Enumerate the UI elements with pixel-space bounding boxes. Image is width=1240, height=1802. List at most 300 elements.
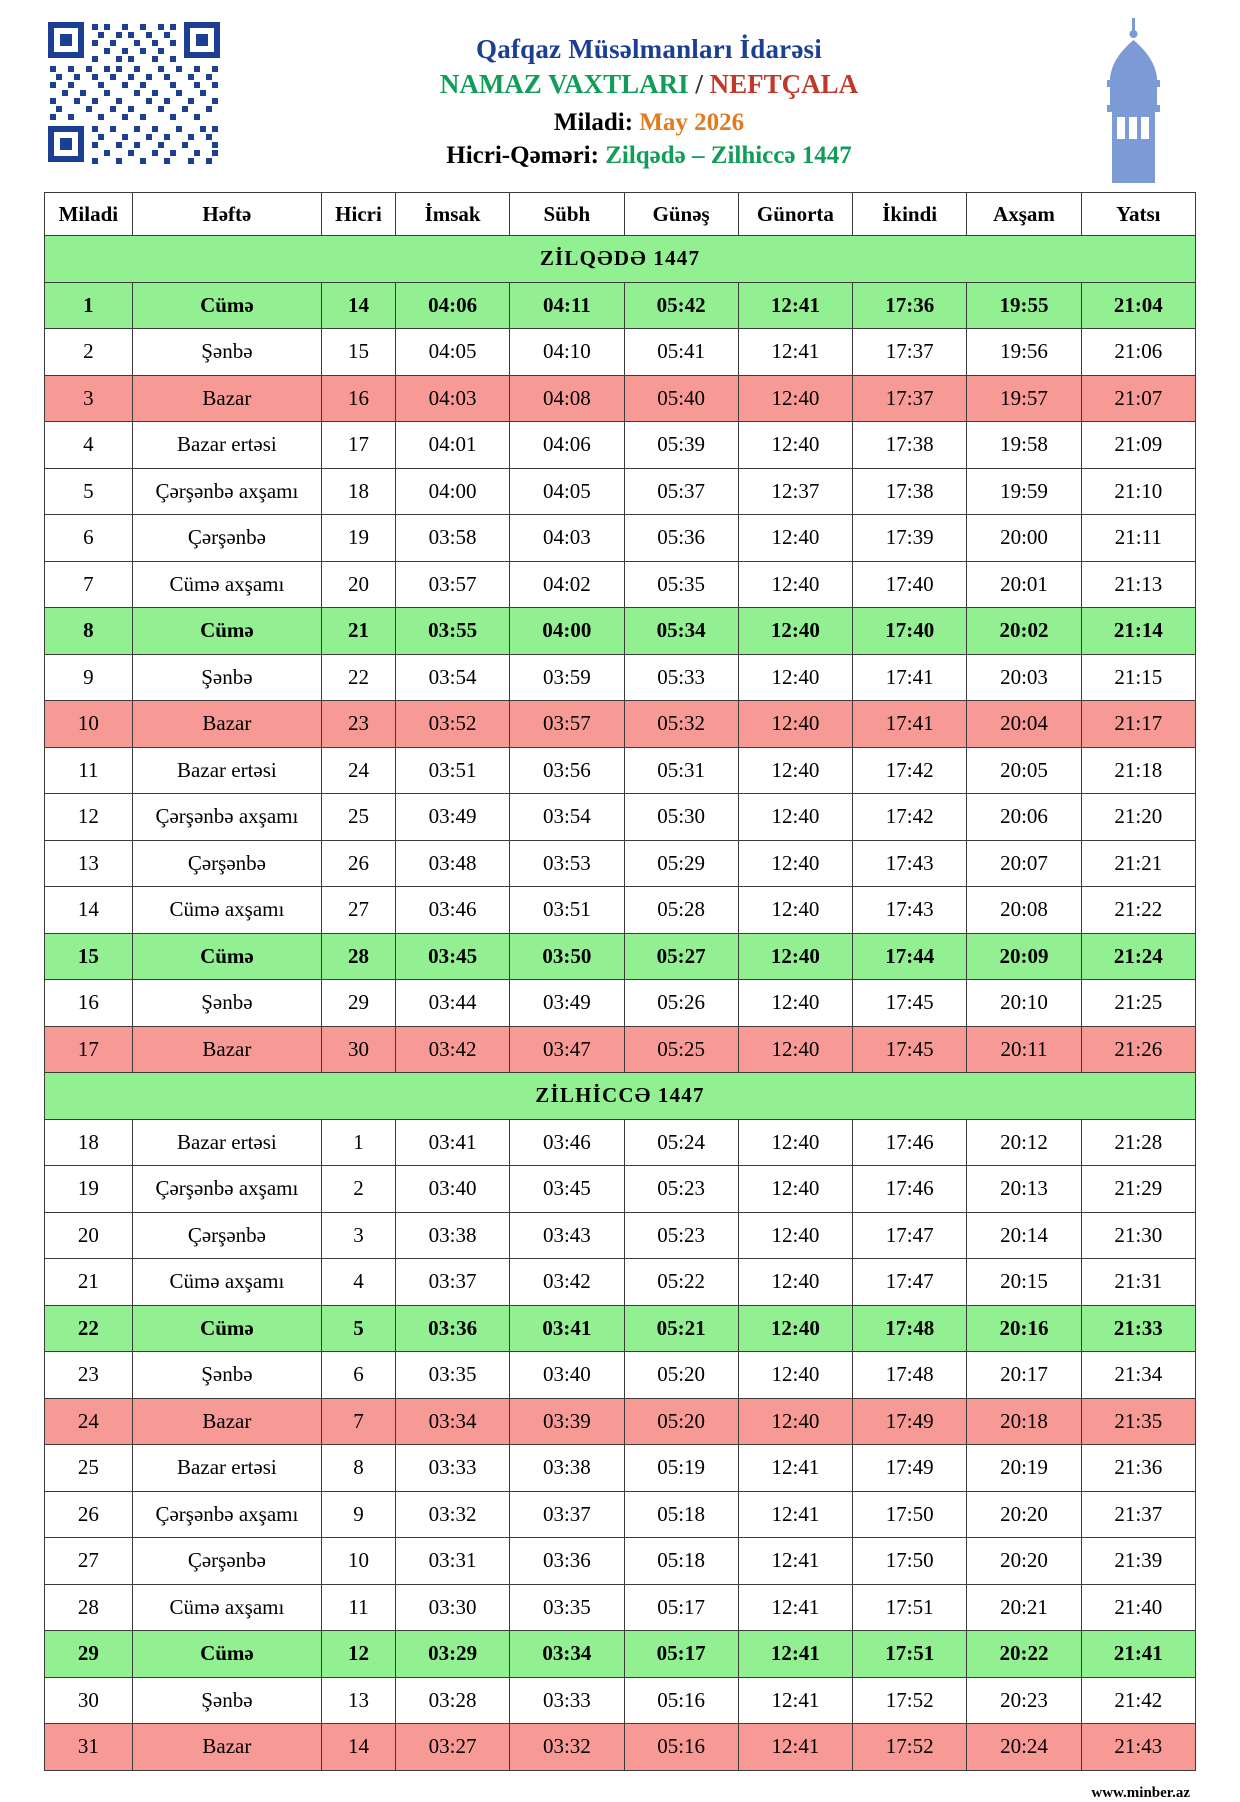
cell-axsam: 20:22 [967,1631,1081,1678]
cell-gunes: 05:24 [624,1119,738,1166]
table-row [45,329,1196,376]
cell-ikindi: 17:51 [853,1584,967,1631]
cell-subh: 03:45 [510,1166,624,1213]
cell-imsak: 03:45 [395,933,509,980]
cell-gunes: 05:42 [624,282,738,329]
gregorian-value: May 2026 [639,108,745,136]
cell-yatsi: 21:18 [1081,747,1195,794]
cell-hefte: Çərşənbə [132,515,321,562]
cell-gunorta: 12:40 [738,747,852,794]
cell-axsam: 20:17 [967,1352,1081,1399]
cell-yatsi: 21:30 [1081,1212,1195,1259]
cell-imsak: 03:54 [395,654,509,701]
cell-subh: 04:03 [510,515,624,562]
cell-subh: 03:37 [510,1491,624,1538]
cell-subh: 03:33 [510,1677,624,1724]
cell-hicri: 28 [322,933,396,980]
cell-imsak: 04:00 [395,468,509,515]
cell-axsam: 20:14 [967,1212,1081,1259]
cell-imsak: 04:01 [395,422,509,469]
cell-axsam: 19:57 [967,375,1081,422]
cell-hicri: 13 [322,1677,396,1724]
column-header-axsam: Axşam [967,193,1081,236]
cell-hefte: Cümə axşamı [132,1584,321,1631]
cell-miladi: 28 [45,1584,133,1631]
cell-axsam: 20:06 [967,794,1081,841]
cell-hicri: 27 [322,887,396,934]
cell-gunorta: 12:40 [738,1259,852,1306]
cell-yatsi: 21:21 [1081,840,1195,887]
cell-gunorta: 12:40 [738,422,852,469]
cell-imsak: 03:52 [395,701,509,748]
cell-gunes: 05:32 [624,701,738,748]
cell-gunorta: 12:37 [738,468,852,515]
cell-gunorta: 12:40 [738,887,852,934]
cell-hefte: Çərşənbə [132,1538,321,1585]
table-row [45,1305,1196,1352]
cell-gunes: 05:33 [624,654,738,701]
cell-hicri: 22 [322,654,396,701]
cell-gunes: 05:27 [624,933,738,980]
cell-gunorta: 12:41 [738,282,852,329]
cell-ikindi: 17:42 [853,747,967,794]
cell-ikindi: 17:49 [853,1398,967,1445]
cell-miladi: 4 [45,422,133,469]
mosque-minaret-icon [1076,18,1196,178]
cell-gunorta: 12:40 [738,1166,852,1213]
cell-axsam: 20:03 [967,654,1081,701]
cell-hicri: 20 [322,561,396,608]
cell-yatsi: 21:24 [1081,933,1195,980]
cell-axsam: 20:02 [967,608,1081,655]
cell-subh: 03:38 [510,1445,624,1492]
column-header-miladi: Miladi [45,193,133,236]
cell-axsam: 20:20 [967,1538,1081,1585]
cell-ikindi: 17:38 [853,468,967,515]
cell-hefte: Cümə [132,282,321,329]
cell-gunorta: 12:40 [738,1026,852,1073]
cell-miladi: 29 [45,1631,133,1678]
cell-miladi: 18 [45,1119,133,1166]
cell-yatsi: 21:09 [1081,422,1195,469]
cell-ikindi: 17:41 [853,654,967,701]
cell-hicri: 14 [322,1724,396,1771]
cell-gunorta: 12:40 [738,840,852,887]
cell-subh: 03:49 [510,980,624,1027]
table-row [45,933,1196,980]
table-row [45,840,1196,887]
cell-hicri: 4 [322,1259,396,1306]
table-row [45,1724,1196,1771]
cell-axsam: 20:00 [967,515,1081,562]
cell-hicri: 24 [322,747,396,794]
cell-axsam: 20:07 [967,840,1081,887]
page-title-main: NAMAZ VAXTLARI [439,69,689,100]
cell-subh: 04:00 [510,608,624,655]
cell-hicri: 10 [322,1538,396,1585]
cell-axsam: 19:55 [967,282,1081,329]
cell-ikindi: 17:50 [853,1538,967,1585]
cell-gunorta: 12:40 [738,1398,852,1445]
cell-miladi: 3 [45,375,133,422]
cell-hicri: 12 [322,1631,396,1678]
cell-hicri: 21 [322,608,396,655]
page-title [222,68,1076,102]
cell-axsam: 20:05 [967,747,1081,794]
table-row [45,1445,1196,1492]
cell-ikindi: 17:52 [853,1677,967,1724]
column-header-hicri: Hicri [322,193,396,236]
cell-subh: 03:56 [510,747,624,794]
table-row [45,1584,1196,1631]
cell-gunorta: 12:41 [738,1677,852,1724]
month-header-row-second-label: ZİLHİCCƏ 1447 [45,1073,1196,1120]
cell-gunes: 05:28 [624,887,738,934]
cell-miladi: 9 [45,654,133,701]
cell-yatsi: 21:20 [1081,794,1195,841]
table-row [45,468,1196,515]
cell-axsam: 20:08 [967,887,1081,934]
cell-miladi: 27 [45,1538,133,1585]
cell-imsak: 03:55 [395,608,509,655]
cell-axsam: 20:24 [967,1724,1081,1771]
cell-axsam: 20:19 [967,1445,1081,1492]
column-header-gunes: Günəş [624,193,738,236]
cell-hicri: 3 [322,1212,396,1259]
gregorian-line [222,107,1076,138]
cell-hicri: 16 [322,375,396,422]
cell-hefte: Cümə [132,1631,321,1678]
cell-axsam: 20:12 [967,1119,1081,1166]
cell-yatsi: 21:07 [1081,375,1195,422]
cell-subh: 03:51 [510,887,624,934]
cell-hicri: 29 [322,980,396,1027]
cell-gunes: 05:36 [624,515,738,562]
cell-gunorta: 12:40 [738,654,852,701]
hijri-value: Zilqədə – Zilhiccə 1447 [605,142,852,170]
cell-imsak: 03:42 [395,1026,509,1073]
cell-hefte: Bazar ertəsi [132,1445,321,1492]
cell-miladi: 25 [45,1445,133,1492]
cell-imsak: 03:32 [395,1491,509,1538]
cell-subh: 03:53 [510,840,624,887]
cell-subh: 03:42 [510,1259,624,1306]
cell-axsam: 19:58 [967,422,1081,469]
cell-miladi: 6 [45,515,133,562]
cell-axsam: 20:15 [967,1259,1081,1306]
cell-imsak: 03:34 [395,1398,509,1445]
cell-ikindi: 17:51 [853,1631,967,1678]
cell-yatsi: 21:34 [1081,1352,1195,1399]
cell-miladi: 15 [45,933,133,980]
cell-gunorta: 12:40 [738,933,852,980]
qr-code-icon[interactable] [44,18,222,168]
cell-subh: 04:06 [510,422,624,469]
cell-hefte: Cümə [132,608,321,655]
cell-ikindi: 17:39 [853,515,967,562]
cell-ikindi: 17:42 [853,794,967,841]
cell-subh: 04:02 [510,561,624,608]
cell-hicri: 18 [322,468,396,515]
cell-axsam: 20:04 [967,701,1081,748]
cell-gunorta: 12:40 [738,794,852,841]
table-row [45,1398,1196,1445]
cell-yatsi: 21:10 [1081,468,1195,515]
table-row [45,1212,1196,1259]
cell-imsak: 03:46 [395,887,509,934]
table-body [45,236,1196,1771]
column-header-hefte: Həftə [132,193,321,236]
cell-gunes: 05:20 [624,1398,738,1445]
cell-hefte: Cümə axşamı [132,1259,321,1306]
cell-subh: 03:59 [510,654,624,701]
cell-hefte: Şənbə [132,1677,321,1724]
table-row [45,608,1196,655]
cell-hicri: 25 [322,794,396,841]
cell-gunes: 05:35 [624,561,738,608]
cell-gunorta: 12:41 [738,1538,852,1585]
cell-hicri: 9 [322,1491,396,1538]
cell-hefte: Cümə axşamı [132,887,321,934]
hijri-line [222,140,1076,171]
cell-gunes: 05:30 [624,794,738,841]
cell-axsam: 20:23 [967,1677,1081,1724]
table-row [45,1119,1196,1166]
cell-hefte: Çərşənbə axşamı [132,1166,321,1213]
cell-imsak: 03:35 [395,1352,509,1399]
cell-axsam: 19:56 [967,329,1081,376]
cell-hefte: Çərşənbə axşamı [132,468,321,515]
cell-axsam: 20:20 [967,1491,1081,1538]
cell-gunes: 05:37 [624,468,738,515]
cell-gunes: 05:20 [624,1352,738,1399]
cell-subh: 03:43 [510,1212,624,1259]
cell-imsak: 03:29 [395,1631,509,1678]
cell-imsak: 03:48 [395,840,509,887]
column-header-gunorta: Günorta [738,193,852,236]
cell-miladi: 12 [45,794,133,841]
column-header-imsak: İmsak [395,193,509,236]
cell-yatsi: 21:04 [1081,282,1195,329]
table-row [45,1352,1196,1399]
table-row [45,1166,1196,1213]
cell-gunes: 05:23 [624,1166,738,1213]
cell-subh: 03:34 [510,1631,624,1678]
cell-ikindi: 17:43 [853,887,967,934]
cell-ikindi: 17:37 [853,329,967,376]
cell-miladi: 26 [45,1491,133,1538]
cell-gunes: 05:29 [624,840,738,887]
cell-hicri: 23 [322,701,396,748]
footer-website[interactable]: www.minber.az [1091,1784,1190,1801]
cell-gunorta: 12:40 [738,375,852,422]
cell-yatsi: 21:35 [1081,1398,1195,1445]
cell-gunorta: 12:40 [738,1352,852,1399]
cell-hefte: Cümə [132,1305,321,1352]
cell-gunes: 05:34 [624,608,738,655]
cell-imsak: 03:57 [395,561,509,608]
cell-gunes: 05:16 [624,1677,738,1724]
cell-gunorta: 12:41 [738,1631,852,1678]
cell-hefte: Bazar [132,1398,321,1445]
cell-gunes: 05:17 [624,1584,738,1631]
cell-hicri: 11 [322,1584,396,1631]
cell-gunorta: 12:40 [738,1212,852,1259]
cell-gunorta: 12:40 [738,1305,852,1352]
cell-subh: 03:35 [510,1584,624,1631]
cell-hicri: 14 [322,282,396,329]
cell-hefte: Bazar ertəsi [132,747,321,794]
cell-imsak: 03:58 [395,515,509,562]
cell-imsak: 03:28 [395,1677,509,1724]
cell-subh: 04:11 [510,282,624,329]
cell-miladi: 8 [45,608,133,655]
cell-imsak: 03:30 [395,1584,509,1631]
cell-yatsi: 21:28 [1081,1119,1195,1166]
cell-ikindi: 17:36 [853,282,967,329]
cell-miladi: 23 [45,1352,133,1399]
hijri-label: Hicri-Qəməri: [446,142,599,170]
cell-gunorta: 12:40 [738,515,852,562]
cell-hefte: Şənbə [132,1352,321,1399]
cell-yatsi: 21:33 [1081,1305,1195,1352]
cell-miladi: 5 [45,468,133,515]
cell-hicri: 15 [322,329,396,376]
cell-gunorta: 12:40 [738,561,852,608]
cell-hefte: Şənbə [132,654,321,701]
cell-hefte: Şənbə [132,980,321,1027]
cell-gunes: 05:23 [624,1212,738,1259]
cell-imsak: 04:05 [395,329,509,376]
table-row [45,422,1196,469]
cell-subh: 04:10 [510,329,624,376]
table-row [45,1491,1196,1538]
cell-ikindi: 17:52 [853,1724,967,1771]
cell-imsak: 04:03 [395,375,509,422]
table-row [45,701,1196,748]
column-header-yatsi: Yatsı [1081,193,1195,236]
cell-hefte: Çərşənbə axşamı [132,794,321,841]
cell-hicri: 6 [322,1352,396,1399]
cell-ikindi: 17:49 [853,1445,967,1492]
table-row [45,654,1196,701]
cell-ikindi: 17:40 [853,561,967,608]
cell-gunorta: 12:41 [738,1724,852,1771]
cell-ikindi: 17:46 [853,1119,967,1166]
cell-imsak: 03:27 [395,1724,509,1771]
cell-axsam: 20:13 [967,1166,1081,1213]
table-row [45,747,1196,794]
cell-yatsi: 21:26 [1081,1026,1195,1073]
cell-gunes: 05:40 [624,375,738,422]
cell-imsak: 03:41 [395,1119,509,1166]
cell-miladi: 24 [45,1398,133,1445]
cell-hefte: Şənbə [132,329,321,376]
cell-hefte: Bazar [132,701,321,748]
cell-axsam: 20:10 [967,980,1081,1027]
cell-ikindi: 17:47 [853,1212,967,1259]
cell-ikindi: 17:48 [853,1352,967,1399]
cell-subh: 04:05 [510,468,624,515]
cell-yatsi: 21:13 [1081,561,1195,608]
table-row [45,1259,1196,1306]
cell-imsak: 04:06 [395,282,509,329]
cell-yatsi: 21:42 [1081,1677,1195,1724]
cell-miladi: 2 [45,329,133,376]
cell-gunorta: 12:40 [738,980,852,1027]
cell-ikindi: 17:45 [853,980,967,1027]
cell-gunorta: 12:41 [738,1445,852,1492]
cell-ikindi: 17:44 [853,933,967,980]
cell-gunes: 05:21 [624,1305,738,1352]
cell-yatsi: 21:43 [1081,1724,1195,1771]
cell-miladi: 7 [45,561,133,608]
table-row [45,887,1196,934]
cell-axsam: 20:01 [967,561,1081,608]
cell-gunes: 05:41 [624,329,738,376]
cell-yatsi: 21:25 [1081,980,1195,1027]
cell-yatsi: 21:39 [1081,1538,1195,1585]
cell-axsam: 20:16 [967,1305,1081,1352]
cell-hefte: Bazar [132,375,321,422]
cell-miladi: 17 [45,1026,133,1073]
cell-gunes: 05:25 [624,1026,738,1073]
cell-yatsi: 21:29 [1081,1166,1195,1213]
cell-imsak: 03:44 [395,980,509,1027]
cell-hefte: Çərşənbə [132,1212,321,1259]
cell-gunorta: 12:40 [738,1119,852,1166]
cell-miladi: 11 [45,747,133,794]
cell-hefte: Cümə axşamı [132,561,321,608]
table-row [45,282,1196,329]
cell-yatsi: 21:14 [1081,608,1195,655]
cell-imsak: 03:40 [395,1166,509,1213]
cell-yatsi: 21:11 [1081,515,1195,562]
cell-miladi: 21 [45,1259,133,1306]
cell-hefte: Bazar ertəsi [132,422,321,469]
cell-ikindi: 17:48 [853,1305,967,1352]
cell-miladi: 20 [45,1212,133,1259]
table-row [45,375,1196,422]
cell-miladi: 1 [45,282,133,329]
table-row [45,1026,1196,1073]
cell-gunes: 05:39 [624,422,738,469]
cell-imsak: 03:36 [395,1305,509,1352]
cell-subh: 03:41 [510,1305,624,1352]
cell-hefte: Cümə [132,933,321,980]
cell-hicri: 5 [322,1305,396,1352]
cell-yatsi: 21:41 [1081,1631,1195,1678]
cell-gunorta: 12:41 [738,1584,852,1631]
header-titles [222,18,1076,171]
table-header-row [45,193,1196,236]
organization-title: Qafqaz Müsəlmanları İdarəsi [476,34,822,64]
cell-imsak: 03:33 [395,1445,509,1492]
cell-gunes: 05:18 [624,1491,738,1538]
cell-gunorta: 12:41 [738,1491,852,1538]
cell-subh: 03:57 [510,701,624,748]
gregorian-label: Miladi: [553,108,634,136]
cell-hicri: 1 [322,1119,396,1166]
month-header-row-second [45,1073,1196,1120]
cell-hicri: 26 [322,840,396,887]
cell-hefte: Bazar ertəsi [132,1119,321,1166]
cell-axsam: 20:21 [967,1584,1081,1631]
cell-miladi: 19 [45,1166,133,1213]
cell-ikindi: 17:41 [853,701,967,748]
cell-axsam: 20:09 [967,933,1081,980]
cell-subh: 03:40 [510,1352,624,1399]
